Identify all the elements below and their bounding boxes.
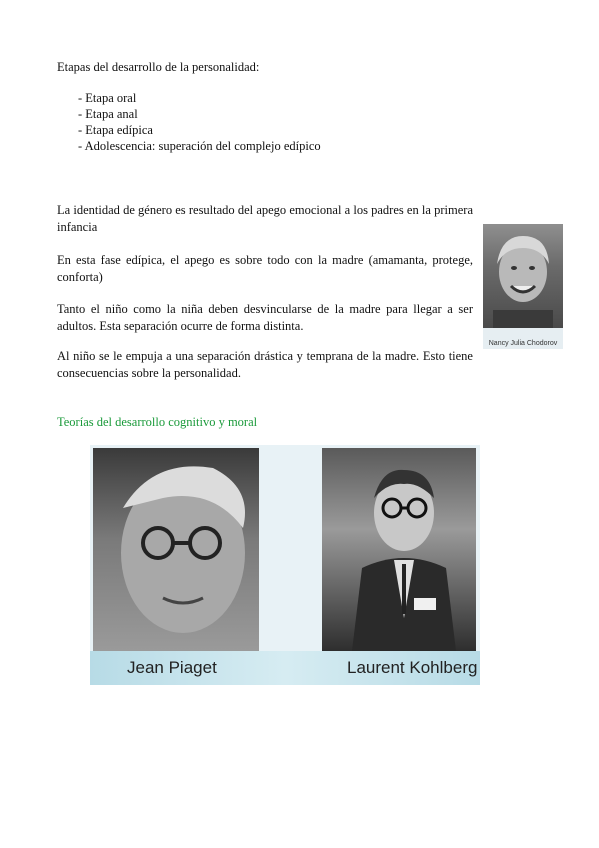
chodorow-caption: Nancy Julia Chodorov [488, 340, 558, 347]
kohlberg-photo [322, 448, 476, 651]
list-item: - Adolescencia: superación del complejo edípico [78, 139, 321, 153]
piaget-photo [93, 448, 259, 651]
paragraph-consequences: Al niño se le empuja a una separación drástica y temprana de la madre. Esto tiene consecuencias sobre la personalidad. [57, 349, 473, 380]
stages-list [78, 90, 321, 154]
stages-heading: Etapas del desarrollo de la personalidad: [57, 60, 260, 74]
chodorow-photo [483, 224, 563, 349]
kohlberg-caption: Laurent Kohlberg [347, 658, 478, 677]
theorists-figure [90, 445, 480, 685]
piaget-caption: Jean Piaget [127, 658, 217, 677]
list-item: - Etapa oral [78, 91, 137, 105]
section-title: Teorías del desarrollo cognitivo y moral [57, 415, 258, 429]
chodorow-portrait [483, 224, 563, 328]
list-item: - Etapa anal [78, 107, 138, 121]
paragraph-oedipal-phase: En esta fase edípica, el apego es sobre todo con la madre (amamanta, protege, conforta) [57, 253, 473, 284]
paragraph-identity: La identidad de género es resultado del apego emocional a los padres en la primera infancia [57, 203, 473, 234]
paragraph-separation: Tanto el niño como la niña deben desvincularse de la madre para llegar a ser adultos. Esta separación ocurre de forma distinta. [57, 302, 473, 333]
list-item: - Etapa edípica [78, 123, 153, 137]
